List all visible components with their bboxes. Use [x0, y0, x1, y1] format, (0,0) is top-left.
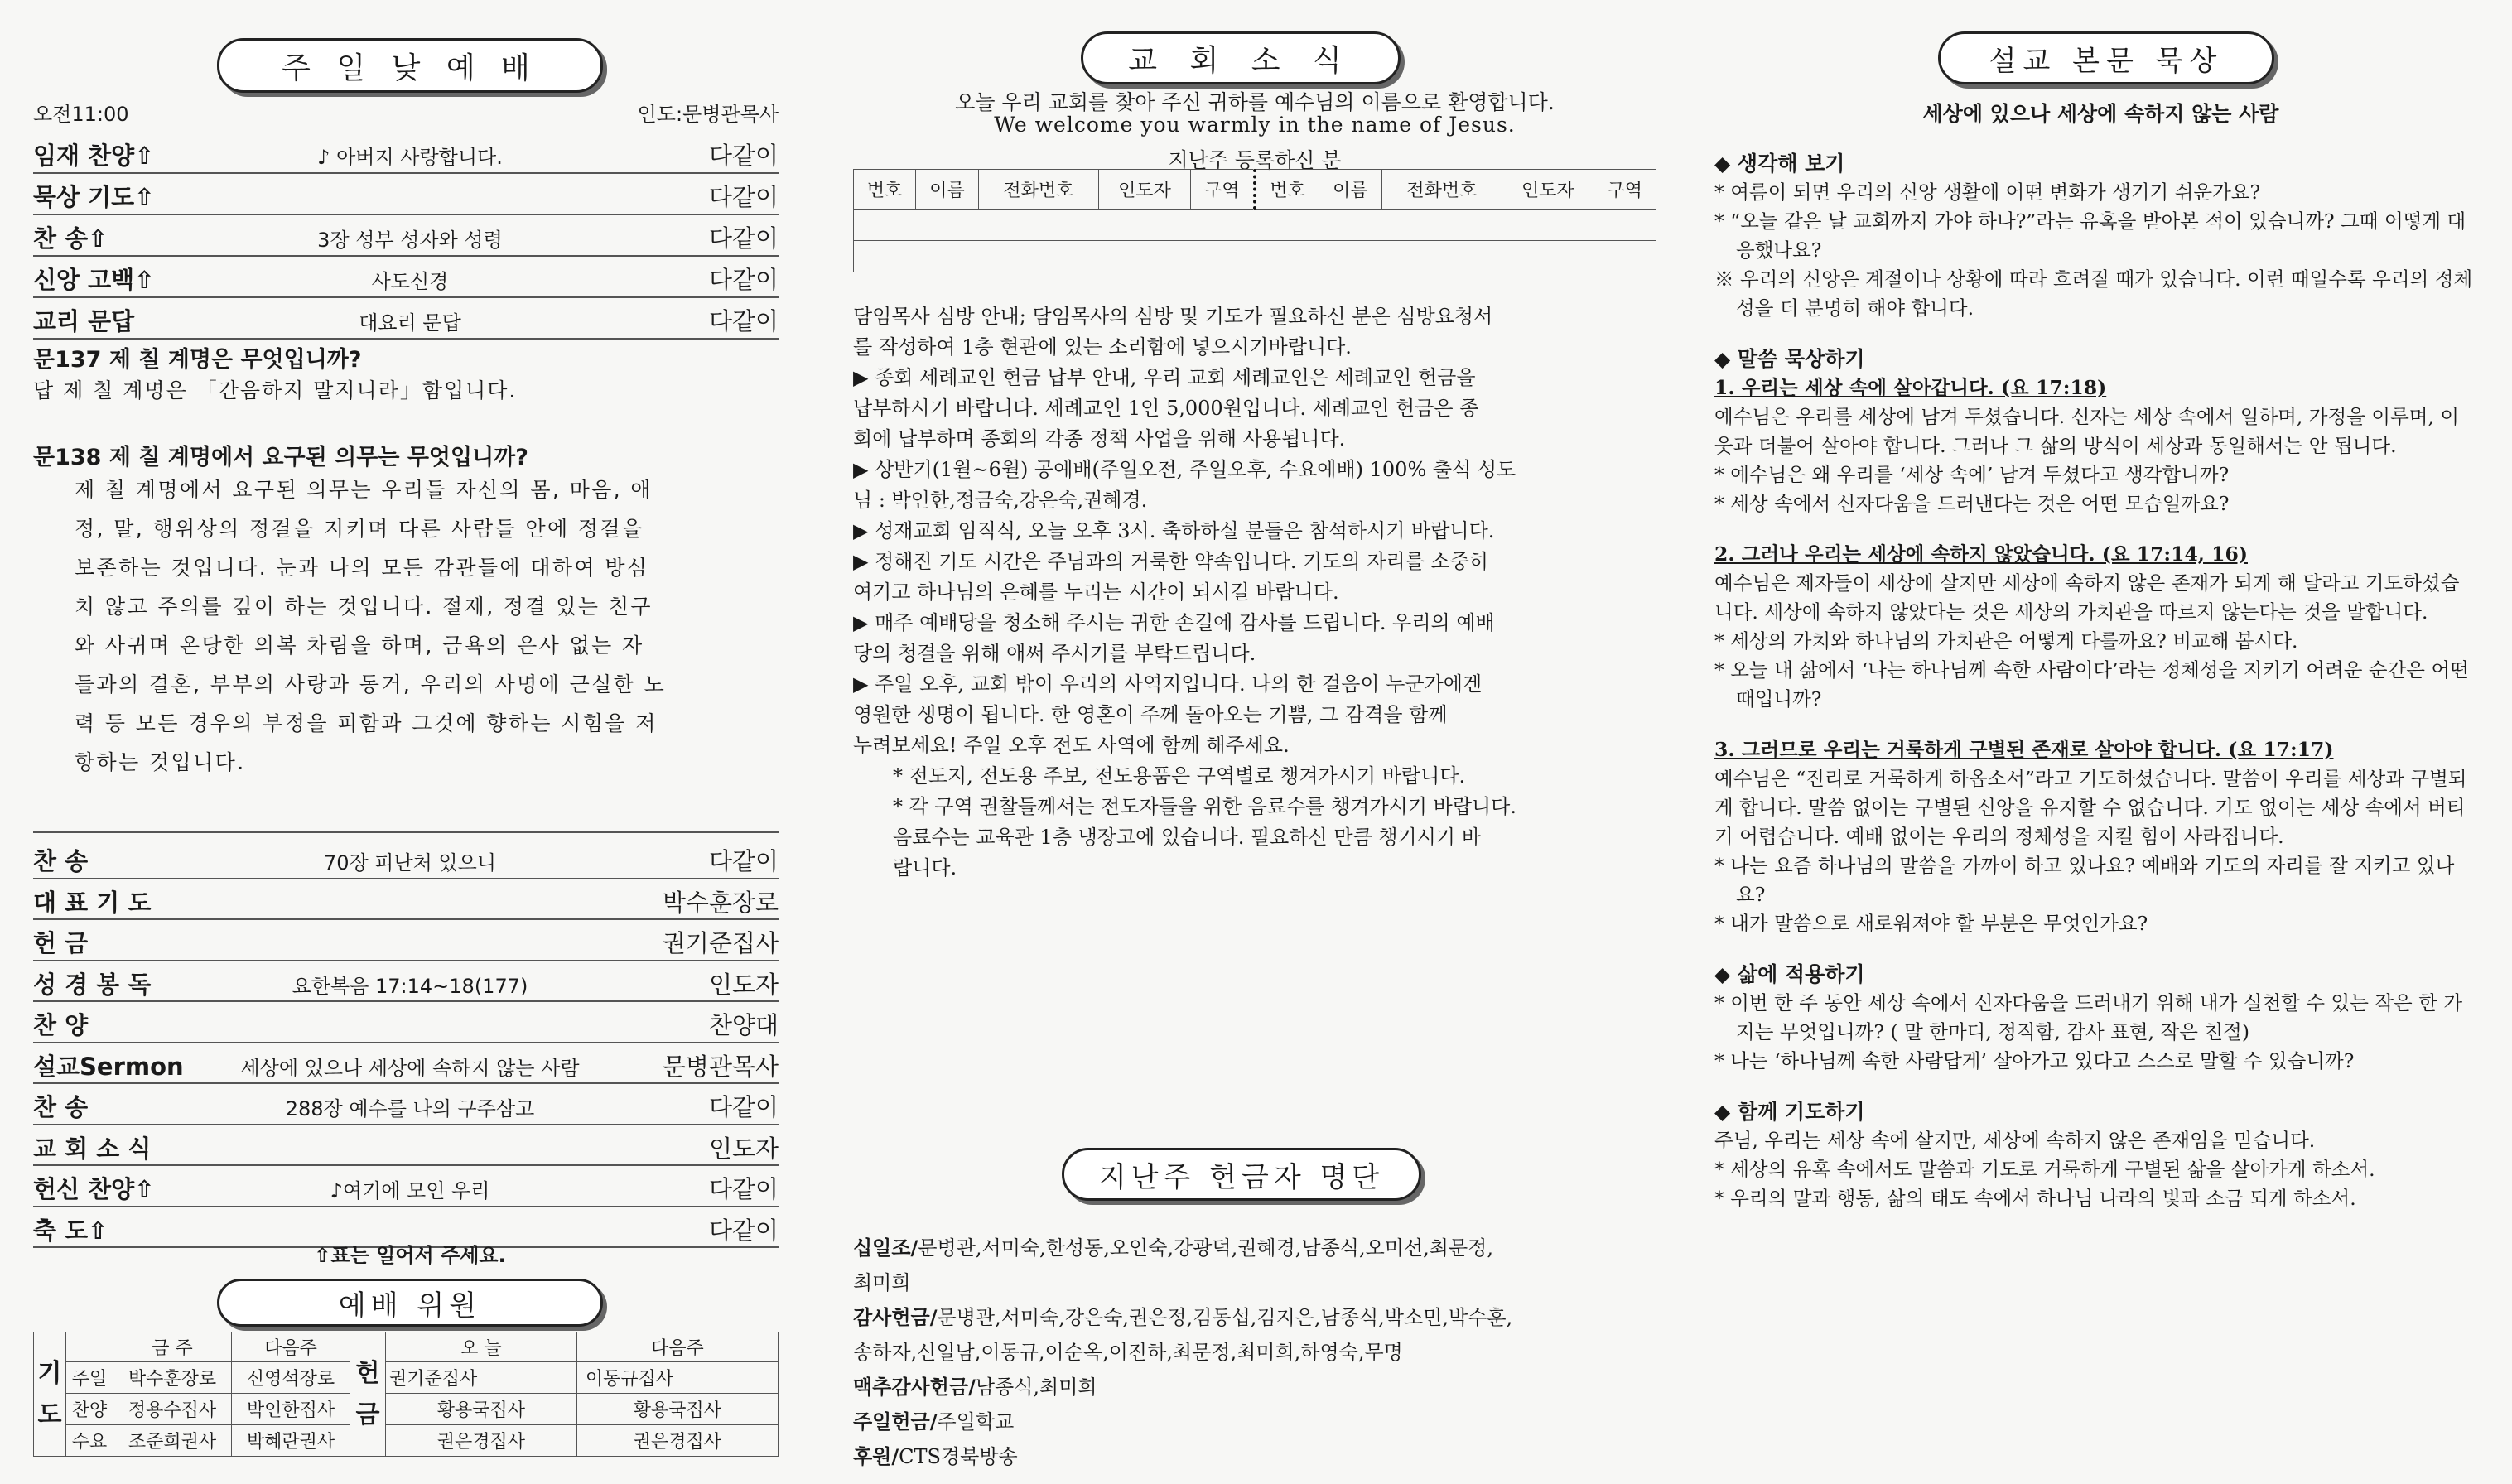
registration-col-header: 구역: [1190, 170, 1255, 210]
order-person: 다같이: [708, 224, 779, 253]
order-detail: 70장 피난처 있으니: [323, 851, 497, 874]
answer-line: 보존하는 것입니다. 눈과 나의 모든 감관들에 대하여 방심: [75, 556, 649, 580]
news-item: [853, 547, 1665, 608]
news-line: ▶ 주일 오후, 교회 밖이 우리의 사역지입니다. 나의 한 걸음이 누군가에겐: [853, 672, 1483, 696]
order-person: 인도자: [708, 1134, 779, 1163]
committee-cell: 이동규집사: [576, 1362, 778, 1394]
order-divider: [33, 878, 779, 879]
order-label: 찬 송: [33, 847, 89, 875]
registration-title: 지난주 등록하신 분: [1168, 148, 1342, 172]
order-label: 임재 찬양⇧: [33, 142, 155, 170]
order-label: 대 표 기 도: [33, 888, 152, 917]
meditation-item: * 나는 요즘 하나님의 말씀을 가까이 하고 있나요? 예배와 기도의 자리를 잘 지키고 있나요?: [1714, 854, 2455, 906]
pray-body: 주님, 우리는 세상 속에 살지만, 세상에 속하지 않은 존재임을 믿습니다.: [1714, 1129, 2316, 1152]
point-2-questions: [1714, 627, 2476, 714]
order-person: 찬양대: [708, 1011, 779, 1039]
meditation-item: * 세상 속에서 신자다움을 드러낸다는 것은 어떤 모습일까요?: [1714, 492, 2230, 515]
order-detail: 세상에 있으나 세상에 속하지 않는 사람: [240, 1056, 580, 1080]
offering-names: 문병관,서미숙,한성동,오인숙,강광덕,권혜경,남종식,오미선,최문정,: [918, 1236, 1493, 1260]
news-line: * 전도지, 전도용 주보, 전도용품은 구역별로 챙겨가시기 바랍니다.: [893, 764, 1466, 788]
point-3-questions: [1714, 851, 2476, 938]
order-detail: 288장 예수를 나의 구주삼고: [285, 1097, 535, 1120]
committee-cell: 박혜란권사: [232, 1425, 350, 1457]
order-row: [33, 1130, 787, 1168]
stand-note: ⇧표는 일어서 주세요.: [314, 1244, 506, 1267]
order-divider: [33, 296, 779, 298]
order-label: 교리 문답: [33, 307, 135, 335]
offering-names: CTS경북방송: [899, 1445, 1018, 1468]
order-label: 헌 금: [33, 929, 89, 957]
order-detail: ♪ 아버지 사랑합니다.: [317, 146, 503, 169]
order-label: 설교Sermon: [33, 1052, 184, 1081]
offering-category: 감사헌금/: [853, 1306, 938, 1329]
order-divider: [33, 172, 779, 174]
order-divider: [33, 831, 779, 833]
order-divider: [33, 960, 779, 961]
committee-cell: 조준희권사: [113, 1425, 232, 1457]
offering-row: [853, 1335, 1665, 1370]
order-divider: [33, 1124, 779, 1125]
news-line: ▶ 정해진 기도 시간은 주님과의 거룩한 약속입니다. 기도의 자리를 소중히: [853, 550, 1489, 573]
order-divider: [33, 1164, 779, 1166]
order-row: [33, 843, 787, 881]
offering-names: 최미희: [853, 1271, 911, 1294]
offering-row: [853, 1439, 1665, 1474]
registration-col-header: 번호: [854, 170, 916, 210]
order-row: [33, 1048, 787, 1086]
meditation-item: * “오늘 같은 날 교회까지 가야 하나?”라는 유혹을 받아본 적이 있습니까? 그때 어떻게 대응했나요?: [1714, 210, 2466, 262]
order-person: 다같이: [708, 183, 779, 211]
news-column: [837, 0, 1673, 1484]
order-label: 축 도⇧: [33, 1216, 108, 1245]
committee-service: 수요: [66, 1425, 113, 1457]
meditation-item: * 예수님은 왜 우리를 ‘세상 속에’ 남겨 두셨다고 생각합니까?: [1714, 463, 2230, 486]
committee-cell: 신영석장로: [232, 1362, 350, 1394]
meditation-item: * 세상의 유혹 속에서도 말씀과 기도로 거룩하게 구별된 삶을 살아가게 하소서.: [1714, 1158, 2375, 1181]
news-line: 님 : 박인한,정금숙,강은숙,권혜경.: [853, 489, 1148, 512]
order-label: 찬 양: [33, 1011, 89, 1039]
offering-row: [853, 1300, 1665, 1335]
offering-names: 송하자,신일남,이동규,이순옥,이진하,최문정,최미희,하영숙,무명: [853, 1341, 1403, 1364]
service-time: 오전11:00: [33, 103, 129, 126]
news-item: [853, 669, 1665, 761]
registration-table: [853, 169, 1656, 272]
order-divider: [33, 918, 779, 920]
offering-category: 맥추감사헌금/: [853, 1376, 976, 1399]
order-label: 헌신 찬양⇧: [33, 1175, 155, 1203]
news-sub-item: [853, 792, 1665, 884]
news-item: [853, 516, 1665, 547]
committee-table: [33, 1332, 779, 1457]
offering-category: 후원/: [853, 1445, 899, 1468]
meditation-subtitle: 세상에 있으나 세상에 속하지 않는 사람: [1922, 102, 2279, 126]
news-line: 누려보세요! 주일 오후 전도 사역에 함께 해주세요.: [853, 734, 1290, 757]
order-person: 문병관목사: [662, 1052, 779, 1081]
offering-title: 지난주 헌금자 명단: [1062, 1148, 1421, 1201]
section-apply: ◆ 삶에 적용하기: [1714, 962, 1865, 986]
order-row: [33, 1007, 787, 1045]
offering-side-label: 헌 금: [350, 1332, 386, 1457]
order-person: 다같이: [708, 307, 779, 335]
committee-cell: 권은경집사: [576, 1425, 778, 1457]
committee-service: 주일: [66, 1362, 113, 1394]
meditation-item: * 오늘 내 삶에서 ‘나는 하나님께 속한 사람이다’라는 정체성을 지키기 어려운 순간은 어떤 때입니까?: [1714, 658, 2469, 711]
news-sub-items: [853, 761, 1665, 884]
committee-cell: 정용수집사: [113, 1394, 232, 1425]
news-body: [853, 301, 1665, 884]
meditation-item: * 이번 한 주 동안 세상 속에서 신자다움을 드러내기 위해 내가 실천할 수 있는 작은 한 가지는 무엇입니까? ( 말 한마디, 정직함, 감사 표현, 작은 친절): [1714, 991, 2463, 1043]
news-line: 영원한 생명이 됩니다. 한 영혼이 주께 돌아오는 기쁨, 그 감격을 함께: [853, 703, 1448, 726]
answer-line: 와 사귀며 온당한 의복 차림을 하며, 금욕의 은사 없는 자: [75, 634, 644, 658]
point-3-body: 예수님은 “진리로 거룩하게 하옵소서”라고 기도하셨습니다. 말씀이 우리를 세상과 구별되게 합니다. 말씀 없이는 구별된 신앙을 유지할 수 없습니다. 기도 없이는 세상 속에서 버티기 어렵습니다. 예배 없이는 우리의 정체성을 지킬 힘이 사라집니다.: [1714, 767, 2467, 848]
pray-items: [1714, 1155, 2476, 1213]
news-line: * 각 구역 권찰들께서는 전도자들을 위한 음료수를 챙겨가시기 바랍니다.: [893, 795, 1516, 818]
committee-cell: 권은경집사: [386, 1425, 577, 1457]
offering-category: 주일헌금/: [853, 1410, 938, 1433]
order-row: [33, 179, 787, 217]
offering-row: [853, 1231, 1665, 1265]
committee-cell: 박수훈장로: [113, 1362, 232, 1394]
answer-line: 치 않고 주의를 깊이 하는 것입니다. 절제, 정결 있는 친구: [75, 595, 653, 619]
registration-col-header: 전화번호: [978, 170, 1099, 210]
news-line: 음료수는 교육관 1층 냉장고에 있습니다. 필요하신 만큼 챙기시기 바: [893, 826, 1481, 849]
meditation-item: ※ 우리의 신앙은 계절이나 상황에 따라 흐려질 때가 있습니다. 이런 때일수록 우리의 정체성을 더 분명히 해야 합니다.: [1714, 267, 2473, 320]
offering-names: 문병관,서미숙,강은숙,권은정,김동섭,김지은,남종식,박소민,박수훈,: [937, 1306, 1513, 1329]
point-1-questions: [1714, 460, 2476, 518]
question-137: 문137 제 칠 계명은 무엇입니까?: [33, 347, 362, 373]
news-item: [853, 363, 1665, 455]
meditation-item: * 나는 ‘하나님께 속한 사람답게’ 살아가고 있다고 스스로 말할 수 있습니까?: [1714, 1049, 2355, 1072]
offering-row: [853, 1265, 1665, 1300]
meditation-title: 설교 본문 묵상: [1938, 31, 2274, 84]
order-row: [33, 137, 787, 176]
point-2-heading: 2. 그러나 우리는 세상에 속하지 않았습니다. (요 17:14, 16): [1714, 542, 2248, 566]
order-divider: [33, 1000, 779, 1002]
registration-col-header: 구역: [1594, 170, 1656, 210]
news-item: [853, 455, 1665, 516]
news-items: [853, 363, 1665, 761]
committee-cell: 황용국집사: [576, 1394, 778, 1425]
order-person: 다같이: [708, 1216, 779, 1245]
order-row: [33, 262, 787, 300]
news-title: 교 회 소 식: [1081, 31, 1401, 84]
registration-col-header: 전화번호: [1381, 170, 1502, 210]
order-row: [33, 303, 787, 341]
meditation-item: * 우리의 말과 행동, 삶의 태도 속에서 하나님 나라의 빛과 소금 되게 하소서.: [1714, 1187, 2356, 1210]
order-label: 신앙 고백⇧: [33, 266, 155, 294]
order-row: [33, 1171, 787, 1209]
visit-line: 담임목사 심방 안내; 담임목사의 심방 및 기도가 필요하신 분은 심방요청서: [853, 305, 1493, 328]
news-line: ▶ 종회 세례교인 헌금 납부 안내, 우리 교회 세례교인은 세례교인 헌금을: [853, 366, 1476, 389]
section-word: ◆ 말씀 묵상하기: [1714, 347, 1865, 371]
news-item: [853, 608, 1665, 669]
order-divider: [33, 214, 779, 215]
committee-head: 다음주: [232, 1332, 350, 1362]
news-line: 회에 납부하며 종회의 각종 정책 사업을 위해 사용됩니다.: [853, 427, 1346, 450]
committee-cell: 권기준집사: [386, 1362, 577, 1394]
news-line: 랍니다.: [893, 856, 957, 879]
committee-head: 다음주: [576, 1332, 778, 1362]
committee-service: 찬양: [66, 1394, 113, 1425]
order-detail: 대요리 문답: [359, 311, 461, 335]
worship-column: [0, 0, 820, 1484]
order-divider: [33, 1206, 779, 1207]
news-line: 여기고 하나님의 은혜를 누리는 시간이 되시길 바랍니다.: [853, 581, 1339, 604]
point-1-heading: 1. 우리는 세상 속에 살아갑니다. (요 17:18): [1714, 376, 2107, 399]
registration-col-header: 번호: [1255, 170, 1319, 210]
order-detail: 요한복음 17:14~18(177): [292, 974, 528, 998]
order-label: 묵상 기도⇧: [33, 183, 155, 211]
offering-row: [853, 1404, 1665, 1439]
committee-head: 금 주: [113, 1332, 232, 1362]
answer-138: [75, 470, 795, 782]
order-divider: [33, 1042, 779, 1043]
worship-title: 주 일 낮 예 배: [217, 38, 603, 93]
meditation-item: * 여름이 되면 우리의 신앙 생활에 어떤 변화가 생기기 쉬운가요?: [1714, 181, 2261, 204]
order-person: 다같이: [708, 847, 779, 875]
answer-137: 답 제 칠 계명은 「간음하지 말지니라」함입니다.: [33, 378, 518, 402]
order-detail: 3장 성부 성자와 성령: [317, 229, 503, 252]
committee-title: 예배 위원: [217, 1279, 603, 1327]
answer-line: 들과의 결혼, 부부의 사랑과 동거, 우리의 사명에 근실한 노: [75, 672, 667, 696]
section-think: ◆ 생각해 보기: [1714, 152, 1845, 176]
meditation-body: [1714, 149, 2476, 1213]
news-line: ▶ 매주 예배당을 청소해 주시는 귀한 손길에 감사를 드립니다. 우리의 예배: [853, 611, 1495, 634]
news-line: ▶ 성재교회 임직식, 오늘 오후 3시. 축하하실 분들은 참석하시기 바랍니다.: [853, 519, 1495, 542]
order-person: 박수훈장로: [662, 888, 779, 917]
registration-col-header: 인도자: [1099, 170, 1190, 210]
order-divider: [33, 255, 779, 257]
order-detail: ♪여기에 모인 우리: [330, 1179, 490, 1202]
order-label: 찬 송⇧: [33, 224, 108, 253]
order-divider: [33, 338, 779, 340]
order-row: [33, 220, 787, 258]
order-person: 다같이: [708, 142, 779, 170]
news-sub-item: [853, 761, 1665, 792]
meditation-item: * 내가 말씀으로 새로워져야 할 부분은 무엇인가요?: [1714, 912, 2148, 935]
order-person: 인도자: [708, 970, 779, 999]
committee-cell: 박인한집사: [232, 1394, 350, 1425]
answer-line: 정, 말, 행위상의 정결을 지키며 다른 사람들 안에 정결을: [75, 517, 644, 541]
answer-line: 력 등 모든 경우의 부정을 피함과 그것에 향하는 시험을 저: [75, 711, 658, 735]
committee-head: 오 늘: [386, 1332, 577, 1362]
committee-cell: 황용국집사: [386, 1394, 577, 1425]
service-leader: 인도:문병관목사: [637, 103, 779, 126]
order-person: 다같이: [708, 266, 779, 294]
offering-list: [853, 1231, 1665, 1474]
order-person: 다같이: [708, 1175, 779, 1203]
point-1-body: 예수님은 우리를 세상에 남겨 두셨습니다. 신자는 세상 속에서 일하며, 가정을 이루며, 이웃과 더불어 살아야 합니다. 그러나 그 삶의 방식이 세상과 동일해서는 안 됩니다.: [1714, 405, 2460, 457]
question-138: 문138 제 칠 계명에서 요구된 의무는 무엇입니까?: [33, 445, 528, 470]
apply-items: [1714, 989, 2476, 1076]
news-line: 납부하시기 바랍니다. 세례교인 1인 5,000원입니다. 세례교인 헌금은 종: [853, 397, 1479, 420]
order-row: [33, 1089, 787, 1127]
answer-line: 항하는 것입니다.: [75, 750, 246, 774]
offering-category: 십일조/: [853, 1236, 918, 1260]
offering-names: 남종식,최미희: [975, 1376, 1097, 1399]
order-label: 찬 송: [33, 1093, 89, 1121]
order-person: 권기준집사: [662, 929, 779, 957]
news-line: 당의 청결을 위해 애써 주시기를 부탁드립니다.: [853, 642, 1256, 665]
registration-col-header: 인도자: [1502, 170, 1594, 210]
order-row: [33, 925, 787, 963]
point-2-body: 예수님은 제자들이 세상에 살지만 세상에 속하지 않은 존재가 되게 해 달라고 기도하셨습니다. 세상에 속하지 않았다는 것은 세상의 가치관을 따르지 않는다는 것을 말합니다.: [1714, 571, 2460, 624]
registration-col-header: 이름: [1319, 170, 1381, 210]
order-label: 성 경 봉 독: [33, 970, 152, 999]
order-divider: [33, 1082, 779, 1084]
news-line: ▶ 상반기(1월~6월) 공예배(주일오전, 주일오후, 수요예배) 100% 출석 성도: [853, 458, 1516, 481]
registration-col-header: 이름: [916, 170, 978, 210]
welcome-english: We welcome you warmly in the name of Jesus.: [994, 113, 1516, 137]
prayer-side-label: 기 도: [34, 1332, 66, 1457]
order-detail: 사도신경: [371, 270, 449, 293]
order-label: 교 회 소 식: [33, 1134, 152, 1163]
meditation-item: * 세상의 가치와 하나님의 가치관은 어떻게 다를까요? 비교해 봅시다.: [1714, 629, 2298, 653]
point-3-heading: 3. 그러므로 우리는 거룩하게 구별된 존재로 살아야 합니다. (요 17:17): [1714, 738, 2334, 761]
section-pray: ◆ 함께 기도하기: [1714, 1100, 1865, 1124]
welcome-korean: 오늘 우리 교회를 찾아 주신 귀하를 예수님의 이름으로 환영합니다.: [955, 90, 1555, 114]
visit-notice: [853, 301, 1665, 363]
offering-row: [853, 1370, 1665, 1404]
visit-line: 를 작성하여 1층 현관에 있는 소리함에 넣으시기바랍니다.: [853, 335, 1352, 359]
offering-names: 주일학교: [937, 1410, 1015, 1433]
think-items: [1714, 178, 2476, 323]
order-row: [33, 884, 787, 923]
answer-line: 제 칠 계명에서 요구된 의무는 우리들 자신의 몸, 마음, 애: [75, 478, 653, 502]
order-person: 다같이: [708, 1093, 779, 1121]
order-row: [33, 966, 787, 1005]
